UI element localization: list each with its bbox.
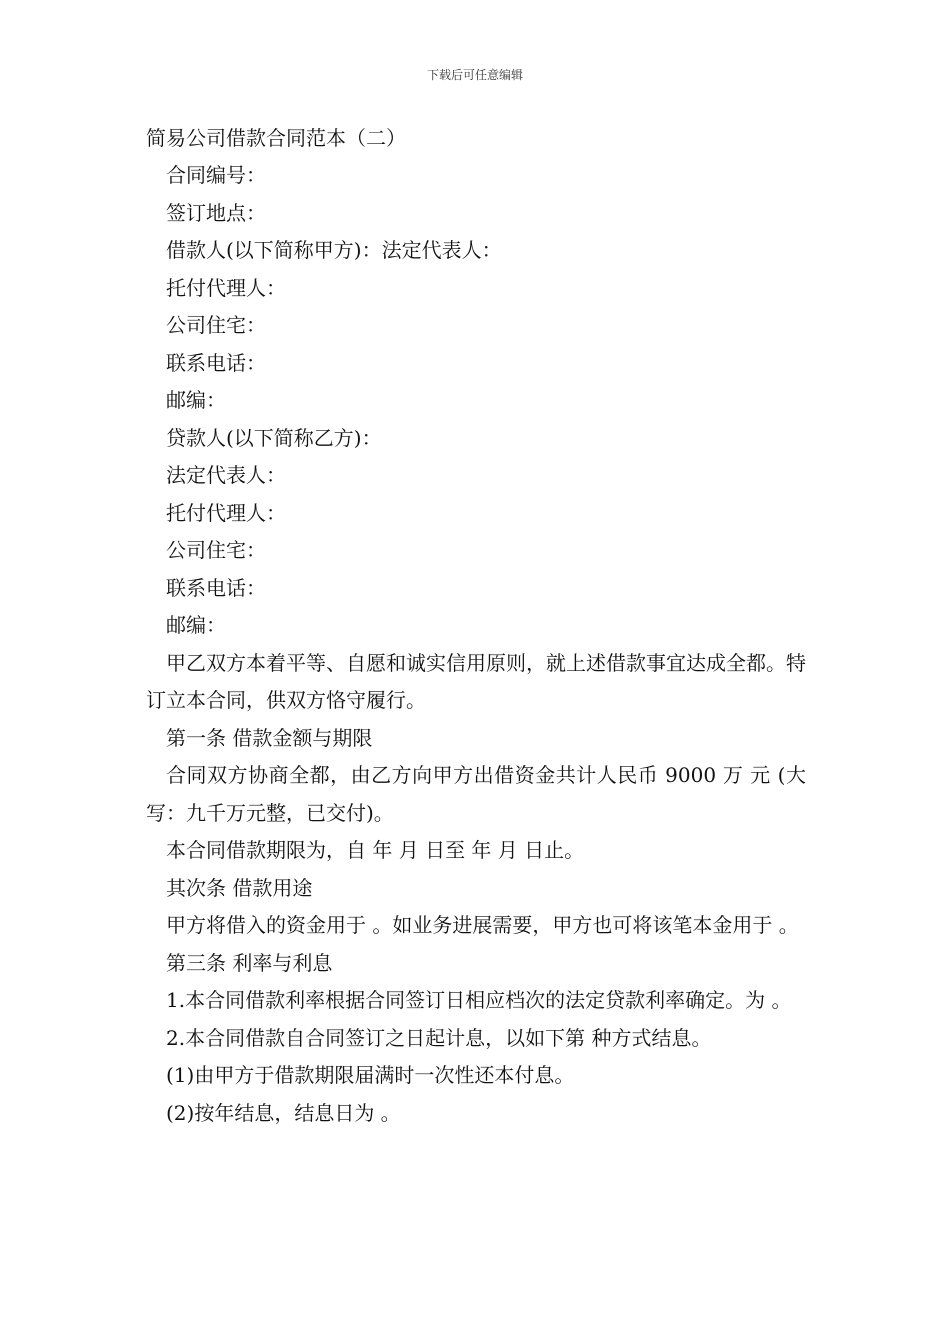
page-header: 下载后可任意编辑 bbox=[426, 68, 523, 82]
article2-heading: 其次条 借款用途 bbox=[166, 875, 313, 900]
document-title: 简易公司借款合同范本（二） bbox=[146, 126, 406, 150]
borrower-address-line: 公司住宅： bbox=[166, 313, 266, 337]
article1-paragraph-1: 合同双方协商全都，由乙方向甲方出借资金共计人民币 9000 万 元 (大写：九千万元整，已交付)。 bbox=[146, 763, 806, 825]
sign-place-line: 签订地点： bbox=[166, 200, 266, 225]
article3-heading: 第三条 利率与利息 bbox=[166, 950, 333, 975]
article3-paragraph-4: (2)按年结息，结息日为 。 bbox=[166, 1100, 401, 1125]
contract-number-line: 合同编号： bbox=[166, 163, 266, 187]
lender-rep-line: 法定代表人： bbox=[166, 463, 286, 487]
lender-address-line: 公司住宅： bbox=[166, 538, 266, 562]
article1-paragraph-2: 本合同借款期限为，自 年 月 日至 年 月 日止。 bbox=[166, 838, 585, 862]
intro-paragraph: 甲乙双方本着平等、自愿和诚实信用原则，就上述借款事宜达成全都。特订立本合同，供双方恪守履行。 bbox=[146, 650, 806, 712]
borrower-line: 借款人(以下简称甲方)：法定代表人： bbox=[166, 238, 502, 262]
lender-phone-line: 联系电话： bbox=[166, 575, 266, 600]
lender-zip-line: 邮编： bbox=[166, 613, 226, 637]
borrower-zip-line: 邮编： bbox=[166, 388, 226, 412]
article2-paragraph-1: 甲方将借入的资金用于 。如业务进展需要，甲方也可将该笔本金用于 。 bbox=[166, 913, 799, 937]
document-body bbox=[146, 120, 806, 1132]
article1-heading: 第一条 借款金额与期限 bbox=[166, 725, 373, 750]
borrower-phone-line: 联系电话： bbox=[166, 350, 266, 375]
borrower-agent-line: 托付代理人： bbox=[166, 275, 286, 300]
article3-paragraph-1: 1.本合同借款利率根据合同签订日相应档次的法定贷款利率确定。为 。 bbox=[166, 988, 792, 1012]
article3-paragraph-3: (1)由甲方于借款期限届满时一次性还本付息。 bbox=[166, 1063, 575, 1087]
lender-agent-line: 托付代理人： bbox=[166, 500, 286, 525]
article3-paragraph-2: 2.本合同借款自合同签订之日起计息，以如下第 种方式结息。 bbox=[166, 1025, 712, 1050]
lender-line: 贷款人(以下简称乙方)： bbox=[166, 425, 382, 450]
